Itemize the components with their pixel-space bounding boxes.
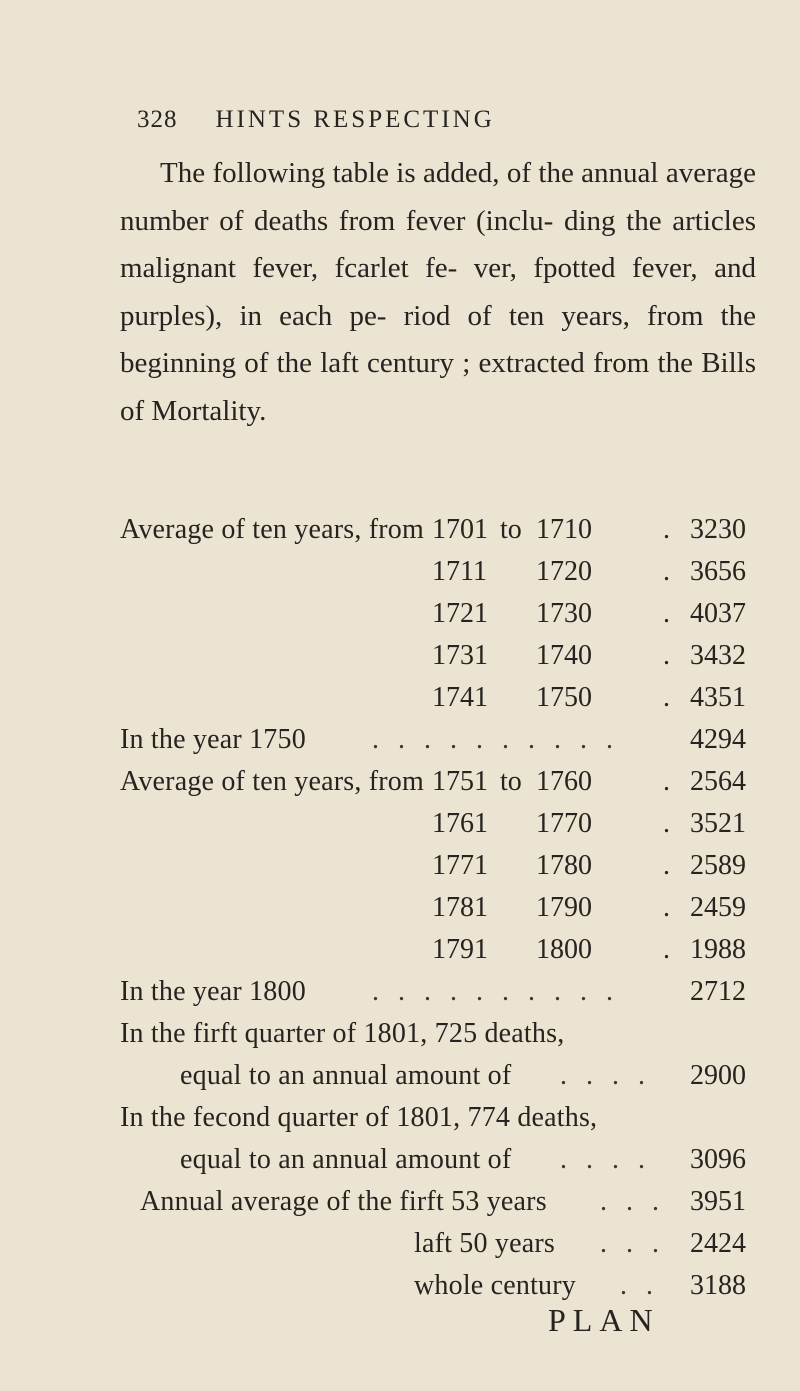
row-value: 3188 [690,1270,746,1301]
table-row [0,1226,800,1262]
row-label: In the year 1750 [120,724,306,755]
row-value: 3521 [690,808,746,839]
row-value: 2459 [690,892,746,923]
year-from: 1721 [432,598,488,629]
row-label: equal to an annual amount of [180,1144,512,1175]
table-row [0,1142,800,1178]
year-until: 1760 [536,766,592,797]
year-until: 1710 [536,514,592,545]
row-connector: to [500,514,522,545]
year-until: 1770 [536,808,592,839]
dot-leader: . . . . . . . . . . [372,724,619,755]
year-until: 1790 [536,892,592,923]
row-value: 2712 [690,976,746,1007]
year-from: 1741 [432,682,488,713]
table-row [0,1184,800,1220]
table-row [0,848,800,884]
table-row [0,596,800,632]
year-from: 1701 [432,514,488,545]
year-until: 1730 [536,598,592,629]
row-label: equal to an annual amount of [180,1060,512,1091]
table-row [0,1268,800,1304]
intro-text: The following table is added, of the annual average number of deaths from fever (inclu- ding the articles malignant fever, fcarlet fe- ver, fpotted fever, and purples), in each pe- riod of ten years, from the beginning of the laft century ; extracted from the Bills of Mortality. [120,157,756,427]
row-separator: . [663,598,670,629]
dot-leader: . . . . [560,1060,651,1091]
row-value: 2424 [690,1228,746,1259]
catchword: PLAN [548,1302,660,1338]
table-row [0,806,800,842]
year-until: 1740 [536,640,592,671]
row-label: Average of ten years, from [120,766,424,797]
row-label: laft 50 years [414,1228,555,1259]
row-value: 4037 [690,598,746,629]
year-until: 1780 [536,850,592,881]
table-row [0,680,800,716]
row-separator: . [663,640,670,671]
dot-leader: . . . . . . . . . . [372,976,619,1007]
row-separator: . [663,934,670,965]
dot-leader: . . . . [560,1144,651,1175]
row-value: 2564 [690,766,746,797]
intro-paragraph [120,150,756,435]
dot-leader: . . . [600,1228,665,1259]
row-label: In the firft quarter of 1801, 725 deaths, [120,1018,565,1049]
year-until: 1800 [536,934,592,965]
row-value: 3951 [690,1186,746,1217]
row-separator: . [663,514,670,545]
row-value: 4351 [690,682,746,713]
row-value: 3432 [690,640,746,671]
row-label: Annual average of the firft 53 years [140,1186,547,1217]
row-label: Average of ten years, from [120,514,424,545]
year-until: 1720 [536,556,592,587]
year-from: 1761 [432,808,488,839]
row-separator: . [663,850,670,881]
row-separator: . [663,556,670,587]
table-row [0,1100,800,1136]
table-row [0,1058,800,1094]
row-label: whole century [414,1270,576,1301]
row-value: 2900 [690,1060,746,1091]
page-number: 328 [137,106,178,133]
row-value: 1988 [690,934,746,965]
running-header [137,106,495,134]
row-separator: . [663,682,670,713]
row-separator: . [663,766,670,797]
table-row [0,722,800,758]
year-from: 1751 [432,766,488,797]
row-connector: to [500,766,522,797]
running-title: HINTS RESPECTING [215,106,495,133]
table-row [0,764,800,800]
year-from: 1711 [432,556,487,587]
row-value: 4294 [690,724,746,755]
table-row [0,932,800,968]
table-row [0,1016,800,1052]
dot-leader: . . [620,1270,659,1301]
year-from: 1791 [432,934,488,965]
row-value: 3230 [690,514,746,545]
row-label: In the fecond quarter of 1801, 774 deaths, [120,1102,598,1133]
row-value: 2589 [690,850,746,881]
table-row [0,638,800,674]
row-separator: . [663,892,670,923]
row-separator: . [663,808,670,839]
table-row [0,974,800,1010]
year-until: 1750 [536,682,592,713]
dot-leader: . . . [600,1186,665,1217]
year-from: 1771 [432,850,488,881]
table-row [0,554,800,590]
row-value: 3096 [690,1144,746,1175]
year-from: 1731 [432,640,488,671]
year-from: 1781 [432,892,488,923]
row-value: 3656 [690,556,746,587]
table-row [0,890,800,926]
row-label: In the year 1800 [120,976,306,1007]
table-row [0,512,800,548]
